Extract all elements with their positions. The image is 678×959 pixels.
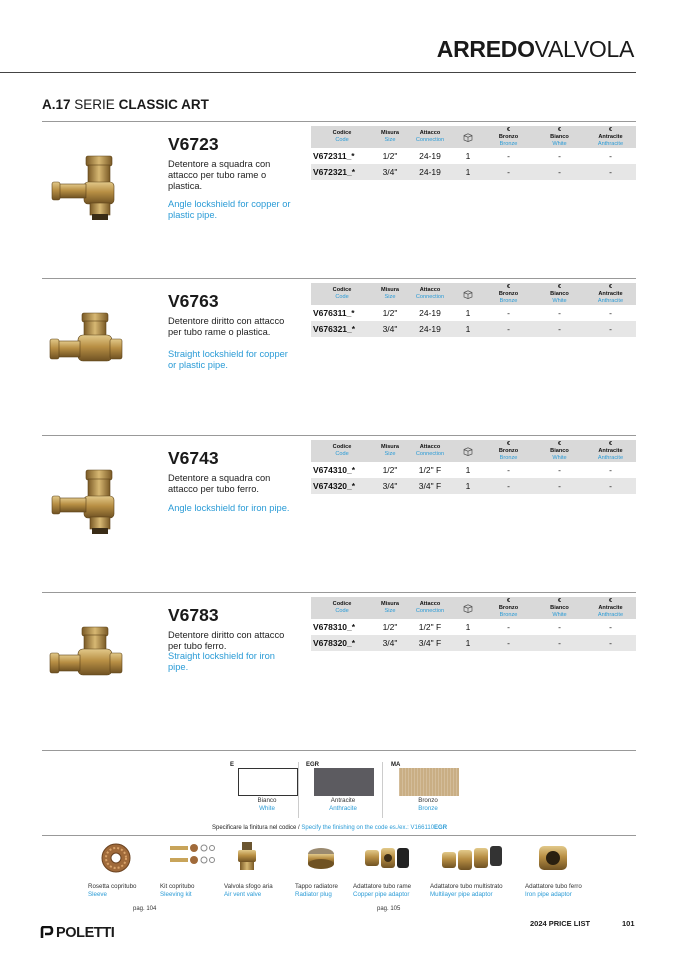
cell-white: - [534,635,585,651]
accessory-name-en: Iron pipe adaptor [525,890,572,898]
product-divider [42,278,636,279]
header-size-it: Misura [380,444,400,450]
header-size [373,597,407,619]
cell-connection: 24-19 [419,151,441,161]
finish-name-en: Anthracite [329,804,357,812]
specify-suffix: EGR [434,825,448,831]
accessory-name [295,883,338,898]
finish-name-it: Bronzo [418,797,438,804]
header-anthr-en: Anthracite [597,297,624,304]
cell-size: 3/4" [373,478,407,494]
table-row [311,164,636,180]
cell-pack: 1 [465,308,471,318]
accessory-name-it: Adattatore tubo ferro [525,883,582,890]
product-block [0,435,678,590]
header-code-it: Codice [332,601,352,607]
price-table [311,126,636,180]
cell-connection: 1/2" F [418,622,442,632]
header-size-en: Size [384,608,396,614]
specify-en: Specify the finishing on the code es./ex.: V166110 [301,825,435,831]
header-connection [407,440,453,462]
header-anthr-it: Antracite [598,133,623,140]
cell-pack: 1 [465,151,471,161]
header-anthr-en: Anthracite [597,454,624,461]
product-divider [42,121,636,122]
cell-connection: 3/4" F [407,478,453,494]
header-code-it: Codice [332,444,352,450]
header-brand [437,36,634,63]
table-row [311,321,636,337]
table-row [311,619,636,635]
accessory-name-it: Valvola sfogo aria [224,883,273,890]
section-prefix: A.17 [42,97,71,112]
header-code [311,283,373,305]
header-rule [0,72,636,73]
description-en: Straight lockshield for iron pipe. [168,651,275,672]
cell-connection: 3/4" F [407,635,453,651]
cell-anthracite: - [609,151,612,161]
finish-name-it: Bianco [257,797,277,804]
poletti-logo [40,925,114,941]
header-anthracite [585,283,636,305]
package-icon [463,447,473,456]
product-block [0,278,678,433]
package-icon [463,133,473,142]
price-table [311,597,636,651]
cell-bronze: - [483,478,534,494]
cell-size: 3/4" [373,321,407,337]
header-code-it: Codice [332,287,352,293]
cell-connection: 24-19 [407,321,453,337]
header-conn-it: Attacco [419,601,441,607]
cell-bronze: - [483,164,534,180]
cell-anthracite: - [609,465,612,475]
header-white-it: Bianco [550,133,569,140]
finish-name [304,797,382,812]
description-it: Detentore a squadra con attacco per tubo ferro. [168,473,271,494]
cell-pack: 1 [453,164,483,180]
cell-pack: 1 [465,622,471,632]
finish-rule [42,750,636,751]
brand-bold: ARREDO [436,36,535,62]
header-pack [453,126,483,148]
section-label: SERIE [74,97,115,112]
header-white-it: Bianco [550,447,569,454]
header-size [373,283,407,305]
header-size-en: Size [384,294,396,300]
header-bronze-it: Bronzo [498,290,519,297]
currency-label: € [506,126,511,133]
cell-bronze: - [507,151,510,161]
header-bronze-en: Bronze [499,454,518,461]
header-anthr-it: Antracite [598,290,623,297]
valve-image [48,468,126,538]
header-white-it: Bianco [550,290,569,297]
finish-color-swatch [314,768,374,796]
valve-image [48,625,126,695]
header-white [534,440,585,462]
section-name: CLASSIC ART [118,97,209,112]
cell-pack: 1 [465,465,471,475]
header-conn-en: Connection [415,137,445,143]
header-code [311,440,373,462]
header-pack [453,283,483,305]
price-table [311,440,636,494]
header-bronze-it: Bronzo [498,133,519,140]
header-pack [453,440,483,462]
logo-text: POLETTI [56,925,115,941]
finish-color-swatch [399,768,459,796]
header-size-it: Misura [380,287,400,293]
finish-name-en: Bronze [418,804,438,812]
header-anthr-it: Antracite [598,447,623,454]
cell-anthracite: - [585,635,636,651]
cell-white: - [558,308,561,318]
accessory-image [232,840,302,880]
header-conn-en: Connection [415,451,445,457]
header-bronze-en: Bronze [499,140,518,147]
cell-code: V676311_* [313,308,355,318]
header-white-en: White [552,297,567,304]
currency-label: € [608,283,613,290]
description-it: Detentore a squadra con attacco per tubo rame o plastica. [168,159,271,191]
price-list-label: 2024 PRICE LIST [530,919,591,928]
finish-separator [382,762,383,818]
cell-white: - [558,465,561,475]
specify-it: Specificare la finitura nel codice / [212,825,300,831]
table-header-row [311,126,636,148]
page-ref-2[interactable]: pag. 105 [377,906,401,912]
header-connection [407,126,453,148]
currency-label: € [506,283,511,290]
header-size [373,126,407,148]
package-icon [463,604,473,613]
finish-name-en: White [259,804,275,812]
poletti-logo-icon [40,926,54,940]
header-size-en: Size [384,137,396,143]
header-anthr-en: Anthracite [597,611,624,618]
header-white [534,283,585,305]
currency-label: € [608,597,613,604]
header-conn-it: Attacco [419,287,441,293]
cell-anthracite: - [585,321,636,337]
description-en: Straight lockshield for copper or plastic pipe. [168,349,288,370]
accessory-name [224,883,273,898]
header-conn-it: Attacco [419,444,441,450]
header-white-it: Bianco [550,604,569,611]
description-it: Detentore diritto con attacco per tubo rame o plastica. [168,316,285,337]
cell-white: - [534,478,585,494]
header-bronze [483,126,534,148]
header-conn-it: Attacco [419,130,441,136]
currency-label: € [506,597,511,604]
finish-tag: EGR [306,762,320,768]
accessory-image [361,840,431,880]
table-header-row [311,283,636,305]
finish-name-it: Antracite [330,797,356,804]
accessory-name-en: Air vent valve [224,890,262,898]
header-anthracite [585,440,636,462]
cell-bronze: - [507,622,510,632]
cell-bronze: - [507,465,510,475]
cell-anthracite: - [585,478,636,494]
accessory-name [353,883,411,898]
accessory-name [430,883,503,898]
product-code: V6763 [168,291,219,311]
currency-label: € [506,440,511,447]
cell-size: 1/2" [382,151,398,161]
cell-size: 1/2" [382,622,398,632]
cell-code: V672321_* [311,164,373,180]
currency-label: € [557,283,562,290]
table-row [311,478,636,494]
header-white [534,126,585,148]
table-row [311,148,636,164]
header-anthr-it: Antracite [598,604,623,611]
accessory-name-en: Radiator plug [295,890,332,898]
header-code-en: Code [335,294,349,300]
cell-white: - [534,321,585,337]
description-en: Angle lockshield for copper or plastic pipe. [168,199,291,220]
valve-image [48,311,126,381]
finish-color-swatch [238,768,298,796]
accessory-name-it: Kit copritubo [160,883,195,890]
cell-pack: 1 [453,321,483,337]
table-row [311,635,636,651]
header-conn-en: Connection [415,294,445,300]
table-header-row [311,597,636,619]
cell-code: V672311_* [313,151,355,161]
cell-bronze: - [507,308,510,318]
finish-tag: E [230,762,235,768]
cell-size: 1/2" [382,308,398,318]
finish-instruction [212,825,447,831]
currency-label: € [557,126,562,133]
header-bronze [483,440,534,462]
cell-connection: 1/2" F [418,465,442,475]
header-size-it: Misura [380,130,400,136]
header-code-en: Code [335,608,349,614]
accessory-name-it: Rosetta copritubo [88,883,137,890]
header-anthracite [585,126,636,148]
cell-size: 3/4" [373,164,407,180]
finish-tag: MA [391,762,401,768]
product-block [0,592,678,747]
product-code: V6783 [168,605,219,625]
header-code-en: Code [335,137,349,143]
header-bronze-it: Bronzo [498,604,519,611]
section-title [42,97,209,112]
cell-pack: 1 [453,635,483,651]
header-conn-en: Connection [415,608,445,614]
accessory-image [168,840,238,880]
currency-label: € [557,440,562,447]
header-code-en: Code [335,451,349,457]
cell-connection: 24-19 [419,308,441,318]
accessory-name-en: Sleeving kit [160,890,192,898]
page-ref-1[interactable]: pag. 104 [133,906,157,912]
cell-white: - [558,151,561,161]
header-size [373,440,407,462]
header-code [311,597,373,619]
cell-code: V678310_* [313,622,356,632]
accessory-name-it: Adattatore tubo rame [353,883,412,890]
table-header-row [311,440,636,462]
description-en: Angle lockshield for iron pipe. [168,503,290,513]
currency-label: € [557,597,562,604]
cell-bronze: - [483,635,534,651]
product-divider [42,435,636,436]
valve-image [48,154,126,224]
header-anthr-en: Anthracite [597,140,624,147]
accessory-name [525,883,582,898]
header-size-en: Size [384,451,396,457]
description-it: Detentore diritto con attacco per tubo ferro. [168,630,285,651]
table-row [311,462,636,478]
cell-pack: 1 [453,478,483,494]
finish-name [228,797,306,812]
currency-label: € [608,440,613,447]
accessory-image [438,840,508,880]
header-bronze [483,283,534,305]
header-connection [407,283,453,305]
cell-anthracite: - [585,164,636,180]
header-white [534,597,585,619]
cell-connection: 24-19 [407,164,453,180]
brand-light: VALVOLA [534,36,634,62]
cell-code: V674310_* [313,465,356,475]
finish-separator [298,762,299,818]
accessory-name-en: Multilayer pipe adaptor [430,890,493,898]
accessory-name-it: Adattatore tubo multistrato [430,883,503,890]
header-code [311,126,373,148]
cell-size: 3/4" [373,635,407,651]
table-row [311,305,636,321]
accessory-name-en: Copper pipe adaptor [353,890,410,898]
cell-bronze: - [483,321,534,337]
header-anthracite [585,597,636,619]
header-bronze-en: Bronze [499,297,518,304]
page-number: 101 [622,919,635,928]
cell-anthracite: - [609,622,612,632]
header-white-en: White [552,611,567,618]
header-size-it: Misura [380,601,400,607]
accessory-name [88,883,137,898]
header-connection [407,597,453,619]
header-bronze-it: Bronzo [498,447,519,454]
accessory-image [533,840,603,880]
finish-name [389,797,467,812]
header-bronze-en: Bronze [499,611,518,618]
accessories-rule [42,835,636,836]
product-block [0,121,678,276]
header-white-en: White [552,454,567,461]
cell-white: - [534,164,585,180]
cell-anthracite: - [609,308,612,318]
cell-code: V676321_* [311,321,373,337]
cell-code: V674320_* [311,478,373,494]
product-divider [42,592,636,593]
product-code: V6723 [168,134,219,154]
accessory-name-en: Sleeve [88,890,107,898]
accessory-name-it: Tappo radiatore [295,883,338,890]
price-table [311,283,636,337]
header-code-it: Codice [332,130,352,136]
header-pack [453,597,483,619]
header-white-en: White [552,140,567,147]
cell-white: - [558,622,561,632]
product-code: V6743 [168,448,219,468]
header-bronze [483,597,534,619]
accessory-image [96,840,166,880]
package-icon [463,290,473,299]
cell-size: 1/2" [382,465,398,475]
currency-label: € [608,126,613,133]
cell-code: V678320_* [311,635,373,651]
accessory-name [160,883,194,898]
